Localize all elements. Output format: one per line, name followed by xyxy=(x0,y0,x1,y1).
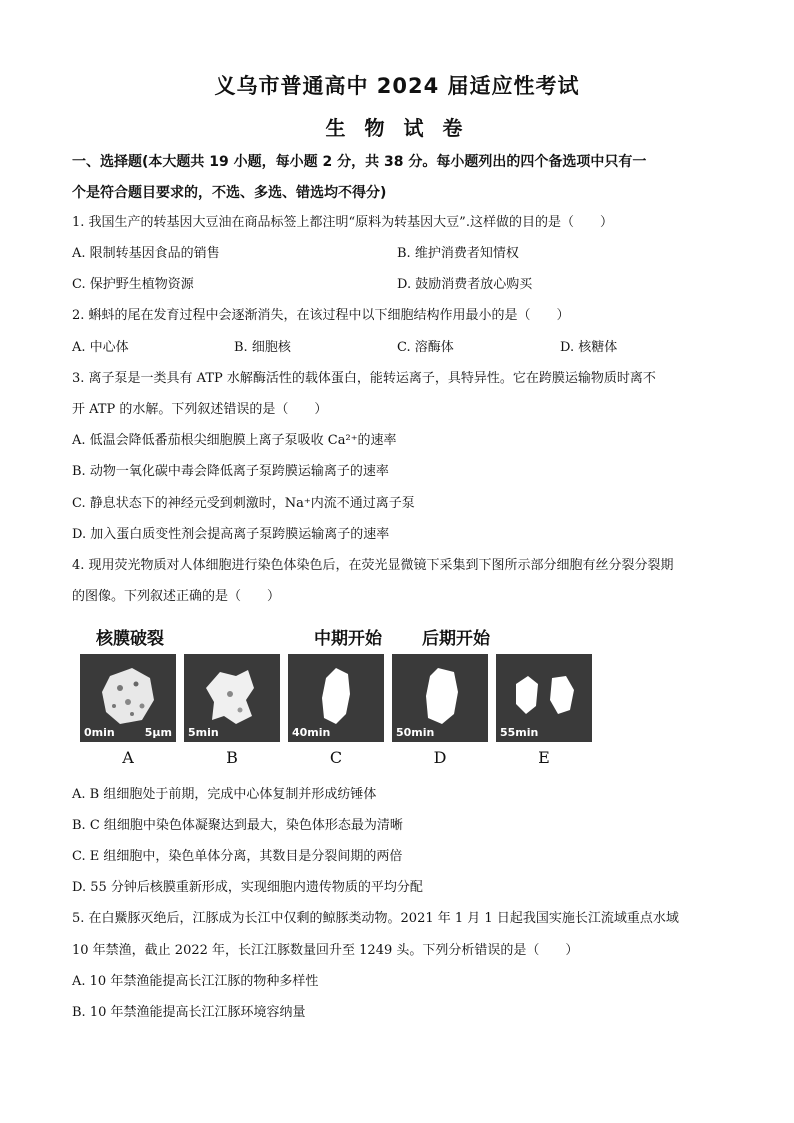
q5-stem-line1: 5. 在白鱀豚灭绝后，江豚成为长江中仅剩的鲸豚类动物。2021 年 1 月 1 日起我国实施长江流域重点水域 xyxy=(72,911,679,926)
q4-stem-line2: 的图像。下列叙述正确的是（ ） xyxy=(72,589,281,604)
mitosis-figure xyxy=(80,624,592,770)
q3-stem-line2: 开 ATP 的水解。下列叙述错误的是（ ） xyxy=(72,402,328,417)
q3-option-c: C. 静息状态下的神经元受到刺激时，Na⁺内流不通过离子泵 xyxy=(72,496,415,511)
q3-option-b: B. 动物一氧化碳中毒会降低离子泵跨膜运输离子的速率 xyxy=(72,464,389,479)
q5-option-b: B. 10 年禁渔能提高长江江豚环境容纳量 xyxy=(72,1005,306,1020)
figure-label-metaphase-start: 中期开始 xyxy=(314,629,382,649)
q3-option-d: D. 加入蛋白质变性剂会提高离子泵跨膜运输离子的速率 xyxy=(72,527,390,542)
section-heading-line1: 一、选择题(本大题共 19 小题，每小题 2 分，共 38 分。每小题列出的四个备选项中只有一 xyxy=(72,154,647,170)
q2-option-d: D. 核糖体 xyxy=(560,340,618,355)
panel-letter-e: E xyxy=(538,748,550,767)
q4-stem-line1: 4. 现用荧光物质对人体细胞进行染色体染色后，在荧光显微镜下采集到下图所示部分细胞有丝分裂分裂期 xyxy=(72,558,674,573)
q2-option-c: C. 溶酶体 xyxy=(397,340,454,355)
exam-subtitle: 生 物 试 卷 xyxy=(325,116,469,140)
q5-option-a: A. 10 年禁渔能提高长江江豚的物种多样性 xyxy=(72,974,319,989)
q3-stem-line1: 3. 离子泵是一类具有 ATP 水解酶活性的载体蛋白，能转运离子，具特异性。它在跨膜运输物质时离不 xyxy=(72,371,656,386)
panel-a-time: 0min xyxy=(84,726,115,739)
panel-b-time: 5min xyxy=(188,726,219,739)
q1-option-c: C. 保护野生植物资源 xyxy=(72,277,194,292)
q2-option-a: A. 中心体 xyxy=(72,340,129,355)
q4-option-c: C. E 组细胞中，染色单体分离，其数目是分裂间期的两倍 xyxy=(72,849,403,864)
exam-title: 义乌市普通高中 2024 届适应性考试 xyxy=(214,74,580,98)
micrograph-panel-d xyxy=(392,654,488,742)
panel-letter-b: B xyxy=(226,748,238,767)
micrograph-panel-a xyxy=(80,654,176,742)
q2-option-b: B. 细胞核 xyxy=(234,340,291,355)
panel-d-time: 50min xyxy=(396,726,435,739)
panel-c-time: 40min xyxy=(292,726,331,739)
panel-letter-d: D xyxy=(433,748,447,767)
q1-option-b: B. 维护消费者知情权 xyxy=(397,246,519,261)
section-heading-line2: 个是符合题目要求的，不选、多选、错选均不得分) xyxy=(72,185,387,201)
scale-bar-label: 5μm xyxy=(144,726,172,739)
micrograph-panel-c xyxy=(288,654,384,742)
q3-option-a: A. 低温会降低番茄根尖细胞膜上离子泵吸收 Ca²⁺的速率 xyxy=(72,433,397,448)
panel-letter-c: C xyxy=(329,748,343,767)
q1-option-a: A. 限制转基因食品的销售 xyxy=(72,246,220,261)
figure-label-nuclear-envelope-breakdown: 核膜破裂 xyxy=(96,629,164,649)
panel-e-time: 55min xyxy=(500,726,539,739)
q4-option-b: B. C 组细胞中染色体凝聚达到最大，染色体形态最为清晰 xyxy=(72,818,403,833)
q1-option-d: D. 鼓励消费者放心购买 xyxy=(397,277,533,292)
panel-letter-a: A xyxy=(122,748,134,767)
micrograph-panel-e xyxy=(496,654,592,742)
micrograph-panel-b xyxy=(184,654,280,742)
q4-option-d: D. 55 分钟后核膜重新形成，实现细胞内遗传物质的平均分配 xyxy=(72,880,423,895)
figure-label-anaphase-start: 后期开始 xyxy=(422,629,490,649)
q2-stem: 2. 蝌蚪的尾在发育过程中会逐渐消失，在该过程中以下细胞结构作用最小的是（ ） xyxy=(72,308,570,323)
q5-stem-line2: 10 年禁渔，截止 2022 年，长江江豚数量回升至 1249 头。下列分析错误的是（ ） xyxy=(72,943,579,958)
q4-option-a: A. B 组细胞处于前期，完成中心体复制并形成纺锤体 xyxy=(72,787,377,802)
q1-stem: 1. 我国生产的转基因大豆油在商品标签上都注明“原料为转基因大豆”.这样做的目的是（ ） xyxy=(72,215,613,230)
